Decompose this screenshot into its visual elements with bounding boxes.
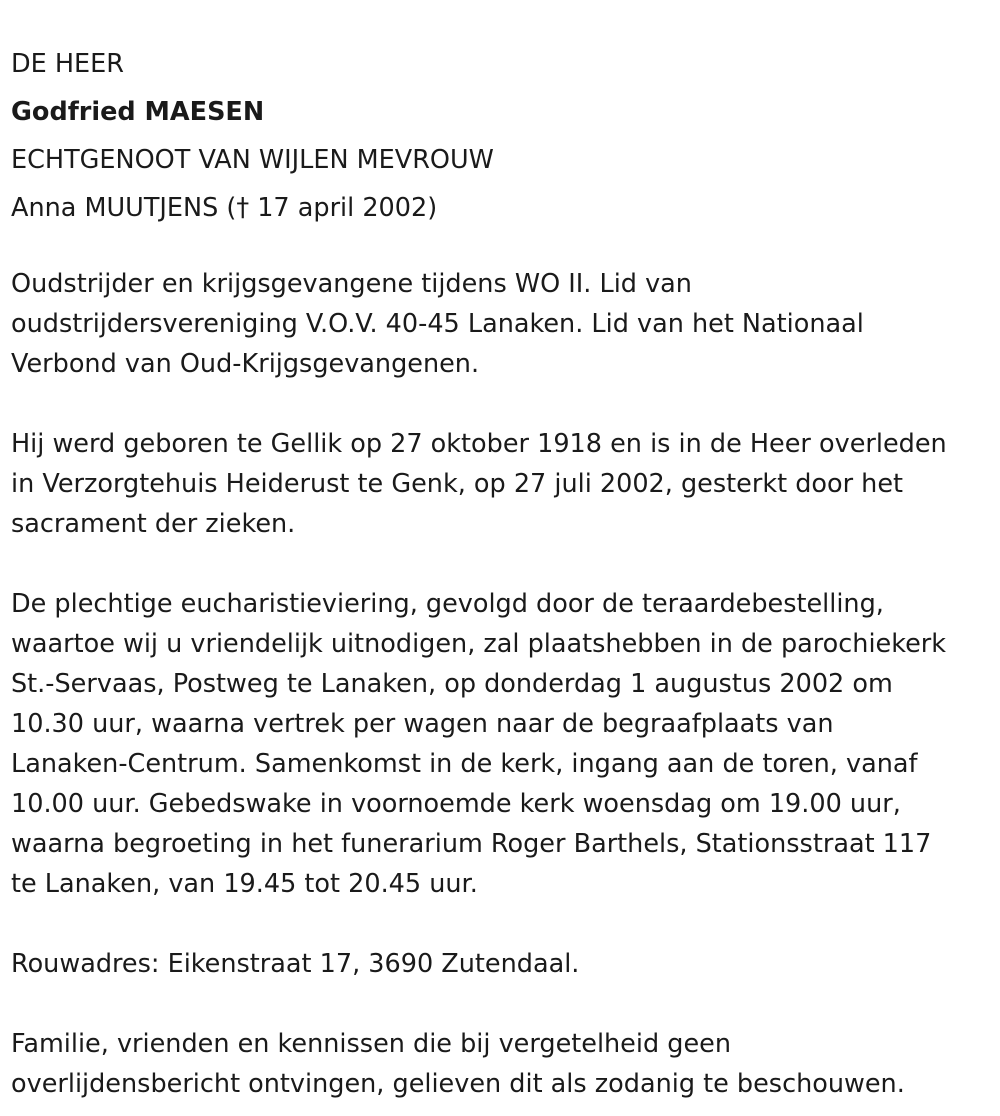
text-line: Oudstrijder en krijgsgevangene tijdens WO II. Lid van [11,269,692,299]
paragraph-birth-death [11,424,996,544]
text-line: sacrament der zieken. [11,509,296,539]
paragraph-veteran [11,264,996,384]
text-line: waartoe wij u vriendelijk uitnodigen, zal plaatshebben in de parochiekerk [11,629,947,659]
spouse-name: Anna MUUTJENS († 17 april 2002) [11,193,438,223]
paragraph-ceremony [11,584,996,904]
honorific-title: DE HEER [11,49,124,79]
text-line: te Lanaken, van 19.45 tot 20.45 uur. [11,869,478,899]
text-line: Rouwadres: Eikenstraat 17, 3690 Zutendaal. [11,949,580,979]
text-line: Lanaken-Centrum. Samenkomst in de kerk, ingang aan de toren, vanaf [11,749,918,779]
paragraph-mourning-address [11,944,996,984]
text-line: Familie, vrienden en kennissen die bij vergetelheid geen [11,1029,731,1059]
text-line: De plechtige eucharistieviering, gevolgd door de teraardebestelling, [11,589,884,619]
text-line: 10.00 uur. Gebedswake in voornoemde kerk woensdag om 19.00 uur, [11,789,901,819]
text-line: 10.30 uur, waarna vertrek per wagen naar de begraafplaats van [11,709,834,739]
text-line: Hij werd geboren te Gellik op 27 oktober 1918 en is in de Heer overleden [11,429,947,459]
body-text [11,264,1000,1104]
text-line: St.-Servaas, Postweg te Lanaken, op donderdag 1 augustus 2002 om [11,669,893,699]
text-line: overlijdensbericht ontvingen, gelieven dit als zodanig te beschouwen. [11,1069,905,1099]
spouse-intro: ECHTGENOOT VAN WIJLEN MEVROUW [11,145,494,175]
text-line: Verbond van Oud-Krijgsgevangenen. [11,349,480,379]
text-line: oudstrijdersvereniging V.O.V. 40-45 Lanaken. Lid van het Nationaal [11,309,864,339]
text-line: in Verzorgtehuis Heiderust te Genk, op 27 juli 2002, gesterkt door het [11,469,904,499]
deceased-name: Godfried MAESEN [11,97,265,127]
paragraph-closing-note [11,1024,996,1104]
text-line: waarna begroeting in het funerarium Roger Barthels, Stationsstraat 117 [11,829,932,859]
header-block [11,40,1000,232]
